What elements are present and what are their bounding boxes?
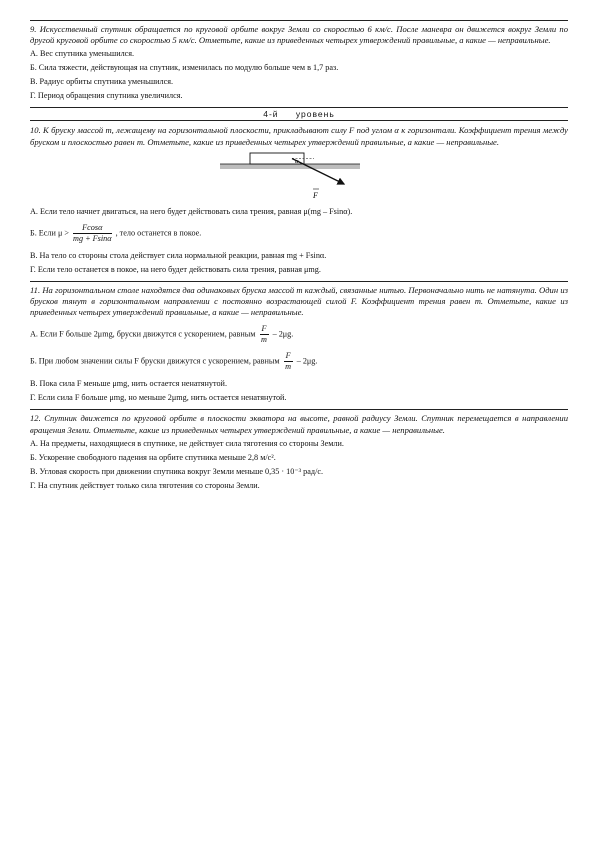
q11-option-a-fraction [260,324,269,345]
q9-option-a: А. Вес спутника уменьшился. [30,49,135,59]
level-heading: 4-й уровень [30,107,568,121]
block-force-figure [30,152,568,202]
q10-option-c: В. На тело со стороны стола действует сила нормальной реакции, равная mg + Fsinα. [30,250,327,260]
q10-option-b-tail: , тело останется в покое. [115,228,202,238]
q11-option-b-tail: – 2μg. [296,356,318,366]
q9-option-d: Г. Период обращения спутника увеличился. [30,91,183,101]
angle-label: α [295,157,299,165]
q11-option-c: В. Пока сила F меньше μmg, нить остается ненатянутой. [30,379,227,389]
question-10 [30,125,568,274]
q10-option-b-fraction [73,223,111,244]
question-12 [30,413,568,490]
question-9-text: 9. Искусственный спутник обращается по круговой орбите вокруг Земли со скоростью 6 км/с. После маневра он движется вокруг Земли по другой круговой орбите со скоростью 5 км/с. Отметьте, какие из приведенных четырех утверждений правильные, а какие — неправильные. [30,24,568,46]
q11-option-b-lead: Б. При любом значении силы F бруски движутся с ускорением, равным [30,356,280,366]
q10-option-a: А. Если тело начнет двигаться, на него будет действовать сила трения, равная μ(mg – Fsinα). [30,206,353,216]
q12-option-a: А. На предметы, находящиеся в спутнике, не действует сила тяготения со стороны Земли. [30,438,344,448]
fraction-denominator: m [285,362,292,372]
question-10-text: 10. К бруску массой m, лежащему на горизонтальной плоскости, прикладывают силу F под углом α к горизонтали. Коэффициент трения между бруском и плоскостью равен m. Отметьте, какие из приведенных четырех утверждений правильные, а какие — неправильные. [30,125,568,147]
top-rule [30,20,568,21]
fraction-denominator: m [261,335,267,345]
divider-10-11 [30,281,568,282]
table-surface [220,164,360,169]
q10-option-d: Г. Если тело останется в покое, на него будет действовать сила трения, равная μmg. [30,264,321,274]
q12-option-b: Б. Ускорение свободного падения на орбите спутника меньше 2,8 м/с². [30,452,276,462]
q9-option-c: В. Радиус орбиты спутника уменьшился. [30,77,174,87]
q12-option-c: В. Угловая скорость при движении спутника вокруг Земли меньше 0,35 · 10⁻³ рад/с. [30,466,324,476]
q11-option-d: Г. Если сила F больше μmg, но меньше 2μmg, нить остается ненатянутой. [30,393,287,403]
q9-option-b: Б. Сила тяжести, действующая на спутник, изменилась по модулю больше чем в 1,7 раз. [30,63,339,73]
fraction-numerator: F [261,324,267,334]
question-11-text: 11. На горизонтальном столе находятся два одинаковых бруска массой m каждый, связанные нитью. Первоначально нить не натянута. Один из брусков тянут в горизонтальном направлении с постоянно возрастающей силой F. Коэффициент трения равен m. Отметьте, какие из приведенных четырех утверждений правильные, а какие — неправильные. [30,284,568,318]
question-9 [30,24,568,101]
fraction-numerator: F [285,351,291,361]
q11-option-a-lead: А. Если F больше 2μmg, бруски движутся с ускорением, равным [30,329,256,339]
divider-11-12 [30,409,568,410]
force-arrow [292,158,344,184]
q12-option-d: Г. На спутник действует только сила тяготения со стороны Земли. [30,480,260,490]
fraction-denominator: mg + Fsinα [73,233,112,243]
block-diagram [220,152,360,204]
question-12-text: 12. Спутник движется по круговой орбите в плоскости экватора на высоте, равной радиусу Земли. Спутник перемещается в направлении вращения Земли. Отметьте, какие из приведенных четырех утверждений правильные, а какие — неправильные. [30,413,568,435]
q11-option-a [30,324,568,345]
q11-option-b [30,351,568,372]
q11-option-a-tail: – 2μg. [272,329,294,339]
q10-option-b-lead: Б. Если μ > [30,228,69,238]
force-label: F [313,190,318,200]
fraction-numerator: Fcosα [73,223,111,234]
question-11 [30,285,568,404]
q11-option-b-fraction [284,351,293,372]
q10-option-b [30,223,568,244]
worksheet-page [30,20,568,494]
